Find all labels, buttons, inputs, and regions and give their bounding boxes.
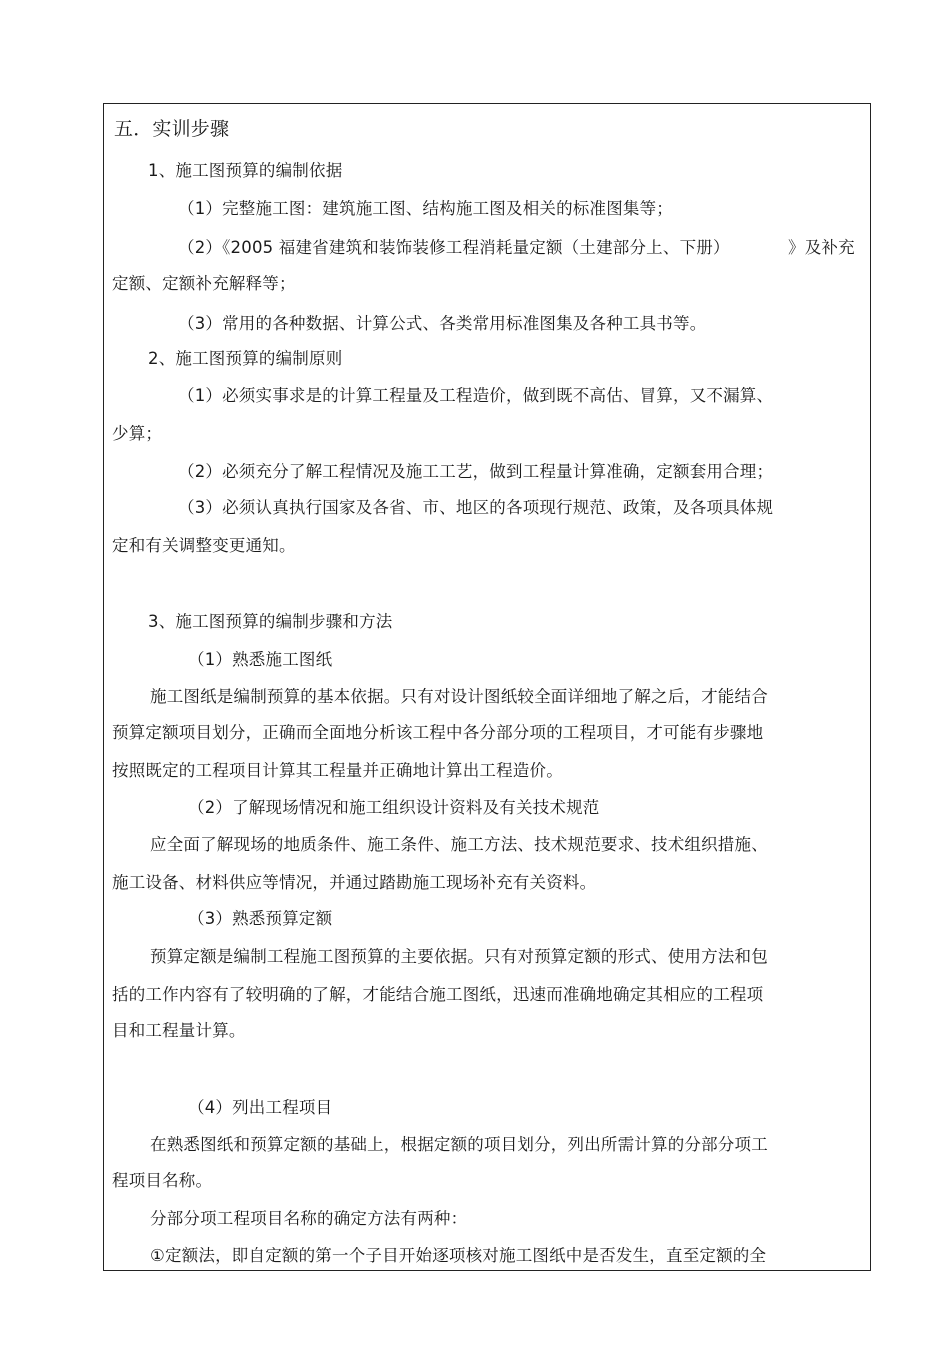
- part1-item3: （3）常用的各种数据、计算公式、各类常用标准图集及各种工具书等。: [178, 314, 707, 333]
- step3-line2: 括的工作内容有了较明确的了解，才能结合施工图纸，迅速而准确地确定其相应的工程项: [112, 985, 764, 1004]
- step1-line1: 施工图纸是编制预算的基本依据。只有对设计图纸较全面详细地了解之后，才能结合: [150, 687, 768, 706]
- part2-item1-line2: 少算；: [112, 424, 163, 443]
- step4-line4: ①定额法，即自定额的第一个子目开始逐项核对施工图纸中是否发生，直至定额的全: [150, 1246, 767, 1265]
- step4-title: （4）列出工程项目: [188, 1098, 333, 1117]
- part1-heading: 1、施工图预算的编制依据: [148, 161, 343, 180]
- part2-item1-line1: （1）必须实事求是的计算工程量及工程造价，做到既不高估、冒算，又不漏算、: [178, 386, 774, 405]
- part1-item2-line2: 定额、定额补充解释等；: [112, 274, 296, 293]
- part1-item1: （1）完整施工图：建筑施工图、结构施工图及相关的标准图集等；: [178, 199, 673, 218]
- part3-heading: 3、施工图预算的编制步骤和方法: [148, 612, 393, 631]
- step4-line1: 在熟悉图纸和预算定额的基础上，根据定额的项目划分，列出所需计算的分部分项工: [150, 1135, 768, 1154]
- step2-line1: 应全面了解现场的地质条件、施工条件、施工方法、技术规范要求、技术组织措施、: [150, 835, 768, 854]
- step1-line3: 按照既定的工程项目计算其工程量并正确地计算出工程造价。: [112, 761, 563, 780]
- part2-item2: （2）必须充分了解工程情况及施工工艺，做到工程量计算准确，定额套用合理；: [178, 462, 774, 481]
- part2-heading: 2、施工图预算的编制原则: [148, 349, 343, 368]
- step2-title: （2）了解现场情况和施工组织设计资料及有关技术规范: [188, 798, 600, 817]
- part1-item2-tail: 》及补充: [788, 238, 855, 257]
- step3-line1: 预算定额是编制工程施工图预算的主要依据。只有对预算定额的形式、使用方法和包: [150, 947, 768, 966]
- step1-title: （1）熟悉施工图纸: [188, 650, 333, 669]
- step3-line3: 目和工程量计算。: [112, 1021, 246, 1040]
- part2-item3-line1: （3）必须认真执行国家及各省、市、地区的各项现行规范、政策，及各项具体规: [178, 498, 774, 517]
- part2-item3-line2: 定和有关调整变更通知。: [112, 536, 296, 555]
- step3-title: （3）熟悉预算定额: [188, 909, 333, 928]
- step2-line2: 施工设备、材料供应等情况，并通过踏勘施工现场补充有关资料。: [112, 873, 597, 892]
- part1-item2-line1: （2）《2005 福建省建筑和装饰装修工程消耗量定额（土建部分上、下册）: [178, 238, 730, 257]
- step4-line2: 程项目名称。: [112, 1171, 213, 1190]
- step4-line3: 分部分项工程项目名称的确定方法有两种：: [150, 1209, 468, 1228]
- step1-line2: 预算定额项目划分，正确而全面地分析该工程中各分部分项的工程项目，才可能有步骤地: [112, 723, 764, 742]
- section-title: 五．实训步骤: [114, 118, 230, 140]
